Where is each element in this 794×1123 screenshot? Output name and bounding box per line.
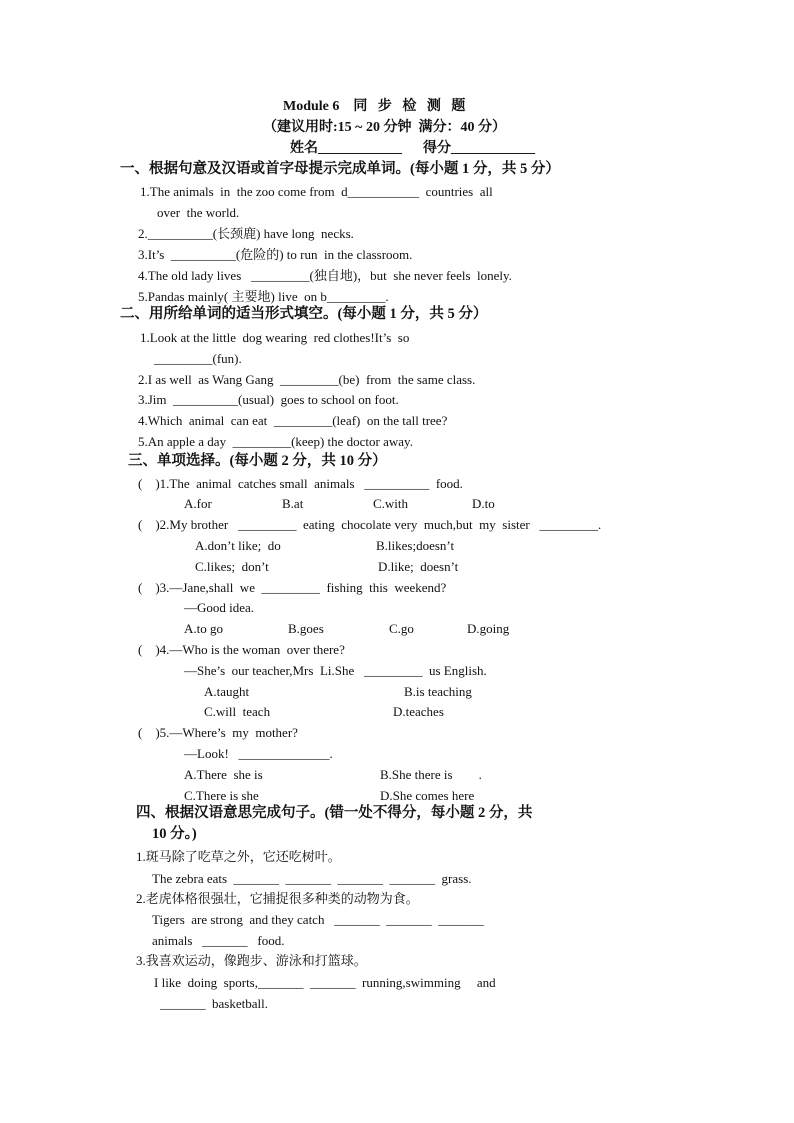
s3-q3-option-a: A.to go [184, 621, 223, 636]
s3-question-5: ( )5.—Where’s my mother? [138, 725, 298, 740]
s3-q3-option-b: B.goes [288, 621, 324, 636]
s3-question-4-reply: —She’s our teacher,Mrs Li.She _________ us English. [184, 663, 487, 678]
s3-q4-option-b: B.is teaching [404, 684, 472, 699]
s1-question-5: 5.Pandas mainly( 主要地) live on b_________. [138, 289, 389, 304]
s4-question-2-english-cont: animals _______ food. [152, 933, 285, 948]
s3-q5-option-a: A.There she is [184, 767, 263, 782]
s4-question-2-english: Tigers are strong and they catch _______ _______ _______ [152, 912, 484, 927]
s1-question-1: 1.The animals in the zoo come from d___________ countries all [140, 184, 493, 199]
s2-question-1-cont: _________(fun). [154, 351, 242, 366]
s2-question-5: 5.An apple a day _________(keep) the doctor away. [138, 434, 413, 449]
s4-question-1-chinese: 1.斑马除了吃草之外，它还吃树叶。 [136, 849, 341, 864]
page-title: Module 6 同 步 检 测 题 [283, 99, 466, 114]
s1-question-3: 3.It’s __________(危险的) to run in the classroom. [138, 247, 413, 262]
s1-question-1-cont: over the world. [157, 205, 240, 220]
section-3-heading: 三、单项选择。(每小题 2 分，共 10 分） [128, 453, 387, 469]
s3-question-3: ( )3.—Jane,shall we _________ fishing this weekend? [138, 580, 447, 595]
s2-question-4: 4.Which animal can eat _________(leaf) on the tall tree? [138, 413, 448, 428]
s2-question-1: 1.Look at the little dog wearing red clothes!It’s so [140, 330, 410, 345]
s3-q2-option-d: D.like; doesn’t [378, 559, 459, 574]
section-4-heading-cont: 10 分。) [152, 826, 197, 842]
section-1-heading: 一、根据句意及汉语或首字母提示完成单词。(每小题 1 分，共 5 分） [120, 161, 560, 177]
s3-q3-option-c: C.go [389, 621, 414, 636]
s3-question-3-reply: —Good idea. [184, 600, 255, 615]
s3-question-1: ( )1.The animal catches small animals __________ food. [138, 476, 463, 491]
s3-q3-option-d: D.going [467, 621, 510, 636]
time-score-note: （建议用时:15 ~ 20 分钟 满分：40 分） [263, 120, 506, 135]
s4-question-3-english: I like doing sports,_______ _______ running,swimming and [154, 975, 496, 990]
s3-q5-option-b: B.She there is . [380, 767, 482, 782]
s3-question-2: ( )2.My brother _________ eating chocolate very much,but my sister _________. [138, 517, 602, 532]
s4-question-2-chinese: 2.老虎体格很强壮，它捕捉很多种类的动物为食。 [136, 891, 419, 906]
s2-question-2: 2.I as well as Wang Gang _________(be) from the same class. [138, 372, 476, 387]
s3-q2-option-b: B.likes;doesn’t [376, 538, 455, 553]
name-score-line: 姓名____________ 得分____________ [290, 141, 535, 156]
s3-q4-option-c: C.will teach [204, 704, 271, 719]
s3-question-5-reply: —Look! ______________. [184, 746, 333, 761]
s2-question-3: 3.Jim __________(usual) goes to school on foot. [138, 392, 399, 407]
s1-question-2: 2.__________(长颈鹿) have long necks. [138, 226, 354, 241]
s3-q1-option-b: B.at [282, 496, 304, 511]
s4-question-3-english-cont: _______ basketball. [160, 996, 268, 1011]
s3-q2-option-a: A.don’t like; do [195, 538, 281, 553]
s3-q5-option-c: C.There is she [184, 788, 259, 803]
s3-q1-option-a: A.for [184, 496, 212, 511]
s3-q1-option-d: D.to [472, 496, 495, 511]
s3-q5-option-d: D.She comes here [380, 788, 475, 803]
s4-question-3-chinese: 3.我喜欢运动，像跑步、游泳和打篮球。 [136, 953, 367, 968]
section-4-heading: 四、根据汉语意思完成句子。(错一处不得分，每小题 2 分，共 [136, 805, 533, 821]
s4-question-1-english: The zebra eats _______ _______ _______ _______ grass. [152, 871, 472, 886]
s3-q1-option-c: C.with [373, 496, 409, 511]
section-2-heading: 二、用所给单词的适当形式填空。(每小题 1 分，共 5 分） [120, 306, 488, 322]
s3-q4-option-a: A.taught [204, 684, 250, 699]
s3-question-4: ( )4.—Who is the woman over there? [138, 642, 345, 657]
s1-question-4: 4.The old lady lives _________(独自地)，but she never feels lonely. [138, 268, 512, 283]
s3-q4-option-d: D.teaches [393, 704, 444, 719]
s3-q2-option-c: C.likes; don’t [195, 559, 269, 574]
